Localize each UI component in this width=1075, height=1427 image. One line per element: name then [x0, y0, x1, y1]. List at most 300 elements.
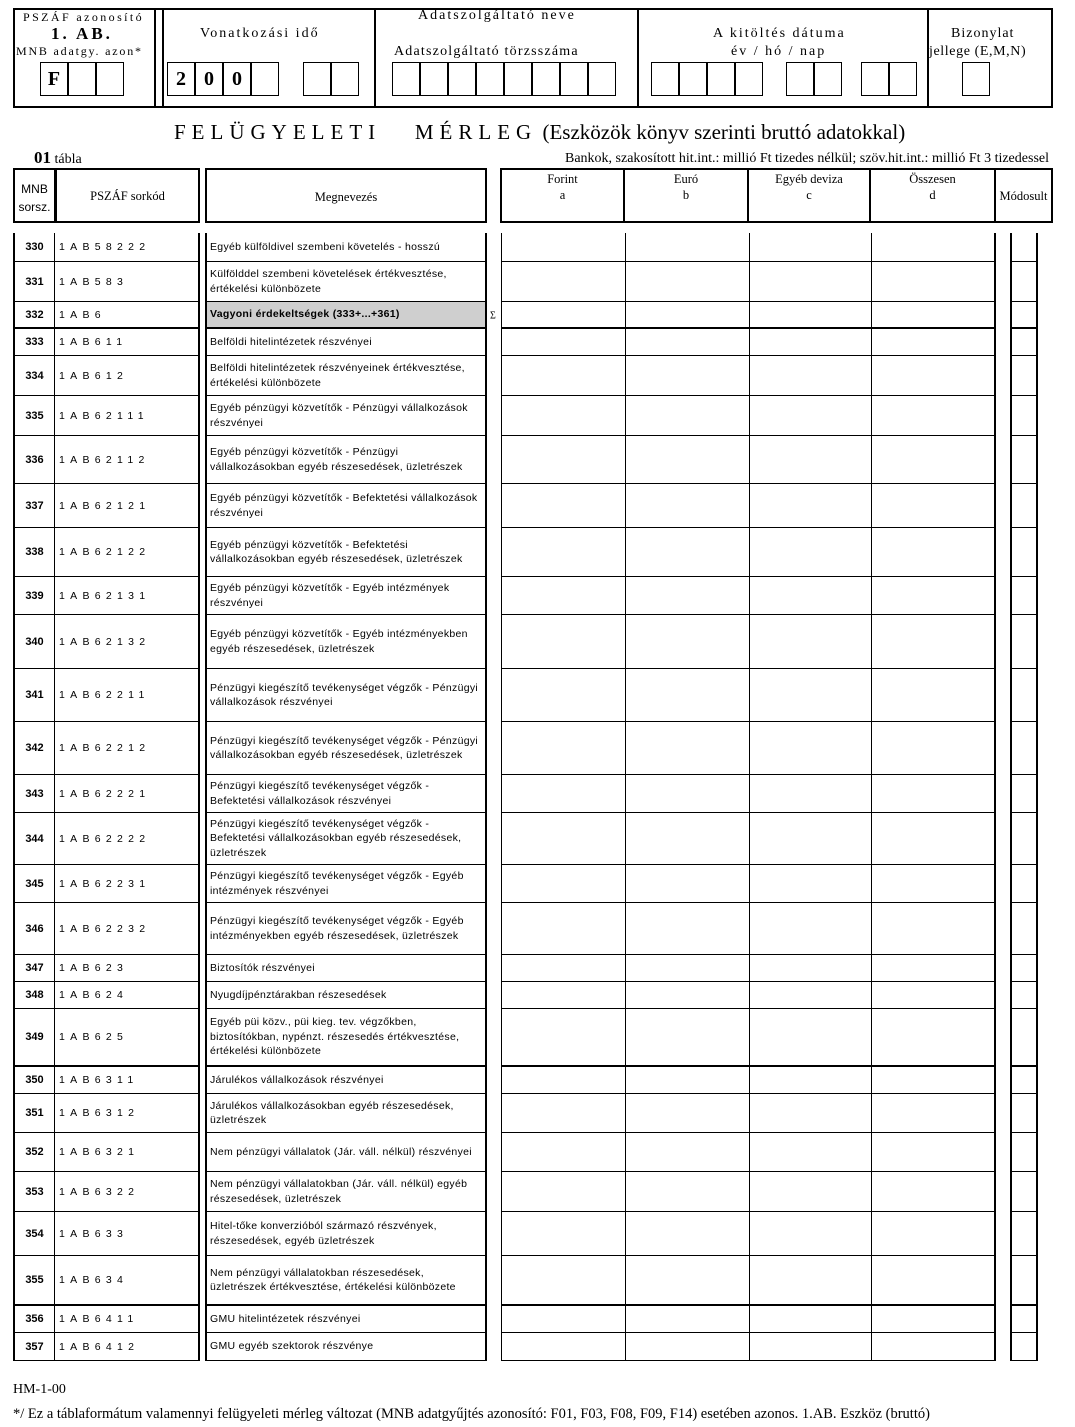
value-cell-total[interactable] — [871, 1212, 996, 1256]
value-cell-forint[interactable] — [501, 233, 625, 262]
col-header-euro — [623, 168, 749, 223]
value-cell-forint[interactable] — [501, 865, 625, 903]
table-row — [0, 302, 1075, 329]
value-cell-total[interactable] — [871, 1256, 996, 1306]
value-cell-total[interactable] — [871, 615, 996, 669]
row-code: 1AB62221 — [54, 775, 200, 813]
row-number: 345 — [13, 865, 54, 903]
row-number: 338 — [13, 528, 54, 577]
mnb-id-box-2[interactable] — [68, 62, 96, 96]
row-code: 1AB6321 — [54, 1133, 200, 1172]
row-code: 1AB62211 — [54, 669, 200, 722]
value-cell-forint[interactable] — [501, 1212, 625, 1256]
value-cell-other[interactable] — [749, 775, 871, 813]
row-name: Egyéb pénzügyi közvetítők - Pénzügyi vállalkozásokban egyéb részesedések, üzletrészek — [205, 436, 487, 484]
provider-reg-box-5[interactable] — [504, 62, 532, 96]
row-name: GMU egyéb szektorok részvénye — [205, 1333, 487, 1361]
date-day-box-2[interactable] — [889, 62, 917, 96]
title-main: FELÜGYELETI MÉRLEG — [174, 120, 538, 144]
row-code: 1AB62232 — [54, 903, 200, 955]
provider-reg-box-2[interactable] — [420, 62, 448, 96]
period-box-2[interactable]: 0 — [195, 62, 223, 96]
table-row — [0, 484, 1075, 528]
value-cell-euro[interactable] — [625, 396, 749, 436]
row-name: Vagyoni érdekeltségek (333+...+361) — [205, 302, 487, 329]
modified-cell[interactable] — [1010, 528, 1038, 577]
table-row — [0, 865, 1075, 903]
col-header-total — [869, 168, 996, 223]
table-row — [0, 722, 1075, 775]
value-cell-euro[interactable] — [625, 1133, 749, 1172]
col-header-name — [205, 168, 487, 223]
row-code: 1AB6412 — [54, 1333, 200, 1361]
table-row — [0, 1094, 1075, 1133]
doc-type-label-2: jellege (E,M,N) — [929, 44, 1027, 59]
value-cell-other[interactable] — [749, 955, 871, 982]
value-cell-other[interactable] — [749, 1009, 871, 1067]
col-header-code-label: PSZÁF sorkód — [90, 189, 165, 203]
table-row — [0, 329, 1075, 356]
pszaf-id-value: 1. AB. — [51, 24, 113, 43]
row-name: Pénzügyi kiegészítő tevékenységet végzők - Befektetési vállalkozásokban egyéb részesedések, üzletrészek — [205, 813, 487, 865]
table-row — [0, 1256, 1075, 1306]
value-cell-other[interactable] — [749, 1094, 871, 1133]
col-header-forint-label: Forint — [547, 172, 578, 186]
value-cell-forint[interactable] — [501, 1256, 625, 1306]
row-number: 356 — [13, 1306, 54, 1333]
row-code: 1AB62132 — [54, 615, 200, 669]
row-code: 1AB62222 — [54, 813, 200, 865]
row-name: Belföldi hitelintézetek részvényeinek értékvesztése, értékelési különbözete — [205, 356, 487, 396]
value-cell-other[interactable] — [749, 1306, 871, 1333]
value-cell-forint[interactable] — [501, 813, 625, 865]
modified-cell[interactable] — [1010, 1172, 1038, 1212]
row-name: Nem pénzügyi vállalatokban részesedések, üzletrészek értékvesztése, értékelési különbözete — [205, 1256, 487, 1306]
value-cell-total[interactable] — [871, 669, 996, 722]
date-month-box-1[interactable] — [786, 62, 814, 96]
mnb-id-box-3[interactable] — [96, 62, 124, 96]
table-row — [0, 233, 1075, 262]
table-number-value: 01 — [34, 148, 51, 167]
value-cell-euro[interactable] — [625, 1333, 749, 1361]
mnb-id-box-1[interactable]: F — [40, 62, 68, 96]
value-cell-euro[interactable] — [625, 528, 749, 577]
col-header-forint — [500, 168, 625, 223]
pszaf-id-label: PSZÁF azonosító — [23, 10, 145, 24]
row-name: Járulékos vállalkozások részvényei — [205, 1067, 487, 1094]
row-code: 1AB6411 — [54, 1306, 200, 1333]
col-header-euro-label: Euró — [673, 172, 699, 186]
provider-reg-box-7[interactable] — [560, 62, 588, 96]
value-cell-total[interactable] — [871, 1306, 996, 1333]
value-cell-forint[interactable] — [501, 528, 625, 577]
row-number: 354 — [13, 1212, 54, 1256]
date-day-box-1[interactable] — [861, 62, 889, 96]
table-row — [0, 982, 1075, 1009]
value-cell-euro[interactable] — [625, 865, 749, 903]
modified-cell[interactable] — [1010, 669, 1038, 722]
value-cell-total[interactable] — [871, 1172, 996, 1212]
row-name: Pénzügyi kiegészítő tevékenységet végzők - Egyéb intézmények részvényei — [205, 865, 487, 903]
value-cell-forint[interactable] — [501, 1133, 625, 1172]
modified-cell[interactable] — [1010, 1256, 1038, 1306]
value-cell-euro[interactable] — [625, 1172, 749, 1212]
value-cell-other[interactable] — [749, 484, 871, 528]
table-row — [0, 528, 1075, 577]
row-number: 343 — [13, 775, 54, 813]
row-number: 351 — [13, 1094, 54, 1133]
value-cell-other[interactable] — [749, 865, 871, 903]
col-header-forint-letter: a — [559, 188, 566, 202]
row-name: Egyéb pénzügyi közvetítők - Egyéb intézmények részvényei — [205, 577, 487, 615]
value-cell-euro[interactable] — [625, 484, 749, 528]
value-cell-other[interactable] — [749, 1256, 871, 1306]
modified-cell[interactable] — [1010, 982, 1038, 1009]
col-header-euro-letter: b — [682, 188, 690, 202]
value-cell-euro[interactable] — [625, 329, 749, 356]
value-cell-forint[interactable] — [501, 669, 625, 722]
value-cell-total[interactable] — [871, 865, 996, 903]
value-cell-total[interactable] — [871, 577, 996, 615]
value-cell-euro[interactable] — [625, 1256, 749, 1306]
row-number: 330 — [13, 233, 54, 262]
table-row — [0, 262, 1075, 302]
value-cell-total[interactable] — [871, 903, 996, 955]
date-format-label: év / hó / nap — [731, 44, 827, 59]
col-header-mnb-1: MNB — [21, 182, 48, 196]
value-cell-euro[interactable] — [625, 436, 749, 484]
provider-reg-box-8[interactable] — [588, 62, 616, 96]
row-code: 1AB62122 — [54, 528, 200, 577]
row-code: 1AB6 — [54, 302, 200, 329]
row-number: 334 — [13, 356, 54, 396]
value-cell-other[interactable] — [749, 262, 871, 302]
col-header-mod — [994, 168, 1053, 223]
row-name: Belföldi hitelintézetek részvényei — [205, 329, 487, 356]
table-row — [0, 955, 1075, 982]
value-cell-total[interactable] — [871, 1133, 996, 1172]
value-cell-other[interactable] — [749, 396, 871, 436]
value-cell-other[interactable] — [749, 1212, 871, 1256]
value-cell-other[interactable] — [749, 356, 871, 396]
row-name: Pénzügyi kiegészítő tevékenységet végzők - Pénzügyi vállalkozásokban egyéb részesedések, üzletrészek — [205, 722, 487, 775]
provider-reg-box-4[interactable] — [476, 62, 504, 96]
row-number: 336 — [13, 436, 54, 484]
value-cell-forint[interactable] — [501, 1172, 625, 1212]
row-number: 339 — [13, 577, 54, 615]
value-cell-other[interactable] — [749, 528, 871, 577]
row-code: 1AB634 — [54, 1256, 200, 1306]
value-cell-other[interactable] — [749, 233, 871, 262]
mnb-id-label: MNB adatgy. azon* — [16, 44, 143, 58]
provider-reg-box-6[interactable] — [532, 62, 560, 96]
modified-cell[interactable] — [1010, 1333, 1038, 1361]
row-number: 350 — [13, 1067, 54, 1094]
value-cell-euro[interactable] — [625, 356, 749, 396]
modified-cell[interactable] — [1010, 436, 1038, 484]
modified-cell[interactable] — [1010, 865, 1038, 903]
date-year-box-4[interactable] — [735, 62, 763, 96]
row-number: 346 — [13, 903, 54, 955]
row-name: Egyéb külföldivel szembeni követelés - hosszú — [205, 233, 487, 262]
modified-cell[interactable] — [1010, 356, 1038, 396]
row-name: Pénzügyi kiegészítő tevékenységet végzők - Befektetési vállalkozások részvényei — [205, 775, 487, 813]
date-year-box-2[interactable] — [679, 62, 707, 96]
modified-cell[interactable] — [1010, 1009, 1038, 1067]
period-box-1[interactable]: 2 — [167, 62, 195, 96]
value-cell-forint[interactable] — [501, 722, 625, 775]
value-cell-euro[interactable] — [625, 775, 749, 813]
value-cell-other[interactable] — [749, 1333, 871, 1361]
value-cell-forint[interactable] — [501, 484, 625, 528]
value-cell-forint[interactable] — [501, 1333, 625, 1361]
provider-reg-box-3[interactable] — [448, 62, 476, 96]
value-cell-total[interactable] — [871, 528, 996, 577]
table-row — [0, 1133, 1075, 1172]
row-code: 1AB58222 — [54, 233, 200, 262]
provider-reg-label: Adatszolgáltató törzsszáma — [394, 44, 579, 59]
row-code: 1AB62131 — [54, 577, 200, 615]
date-month-box-2[interactable] — [814, 62, 842, 96]
title-subtitle: (Eszközök könyv szerinti bruttó adatokkal) — [537, 120, 906, 144]
row-name: Nem pénzügyi vállalatok (Jár. váll. nélkül) részvényei — [205, 1133, 487, 1172]
row-number: 342 — [13, 722, 54, 775]
value-cell-euro[interactable] — [625, 903, 749, 955]
value-cell-euro[interactable] — [625, 615, 749, 669]
col-header-code — [56, 168, 200, 223]
date-label: A kitöltés dátuma — [713, 26, 846, 41]
value-cell-other[interactable] — [749, 813, 871, 865]
row-code: 1AB62112 — [54, 436, 200, 484]
modified-cell[interactable] — [1010, 484, 1038, 528]
col-header-other — [747, 168, 871, 223]
row-number: 344 — [13, 813, 54, 865]
value-cell-total[interactable] — [871, 813, 996, 865]
row-name: Egyéb püi közv., püi kieg. tev. végzőkben, biztosítókban, nypénzt. részesedés értékvesztése, értékelési különbözete — [205, 1009, 487, 1067]
row-number: 335 — [13, 396, 54, 436]
value-cell-forint[interactable] — [501, 262, 625, 302]
value-cell-euro[interactable] — [625, 1009, 749, 1067]
value-cell-euro[interactable] — [625, 1212, 749, 1256]
row-name: Külfölddel szembeni követelések értékvesztése, értékelési különbözete — [205, 262, 487, 302]
value-cell-total[interactable] — [871, 262, 996, 302]
value-cell-total[interactable] — [871, 396, 996, 436]
row-name: Pénzügyi kiegészítő tevékenységet végzők - Egyéb intézményekben egyéb részesedések, üzletrészek — [205, 903, 487, 955]
modified-cell[interactable] — [1010, 722, 1038, 775]
col-header-total-label: Összesen — [909, 172, 956, 186]
row-code: 1AB62212 — [54, 722, 200, 775]
row-code: 1AB612 — [54, 356, 200, 396]
modified-cell[interactable] — [1010, 577, 1038, 615]
modified-cell[interactable] — [1010, 329, 1038, 356]
row-code: 1AB583 — [54, 262, 200, 302]
row-number: 353 — [13, 1172, 54, 1212]
value-cell-other[interactable] — [749, 329, 871, 356]
value-cell-euro[interactable] — [625, 955, 749, 982]
row-number: 340 — [13, 615, 54, 669]
units-note: Bankok, szakosított hit.int.: millió Ft tizedes nélkül; szöv.hit.int.: millió Ft 3 tizedessel — [564, 151, 1049, 166]
modified-cell[interactable] — [1010, 775, 1038, 813]
period-box-6[interactable] — [331, 62, 359, 96]
value-cell-total[interactable] — [871, 484, 996, 528]
row-name: Járulékos vállalkozásokban egyéb részesedések, üzletrészek — [205, 1094, 487, 1133]
value-cell-euro[interactable] — [625, 262, 749, 302]
modified-cell[interactable] — [1010, 1212, 1038, 1256]
value-cell-total[interactable] — [871, 302, 996, 329]
row-name: Egyéb pénzügyi közvetítők - Egyéb intézményekben egyéb részesedések, üzletrészek — [205, 615, 487, 669]
value-cell-forint[interactable] — [501, 775, 625, 813]
date-year-box-1[interactable] — [651, 62, 679, 96]
value-cell-total[interactable] — [871, 1094, 996, 1133]
table-row — [0, 577, 1075, 615]
period-box-5[interactable] — [303, 62, 331, 96]
period-box-4[interactable] — [251, 62, 279, 96]
value-cell-forint[interactable] — [501, 955, 625, 982]
date-year-box-3[interactable] — [707, 62, 735, 96]
value-cell-total[interactable] — [871, 1067, 996, 1094]
row-name: Hitel-tőke konverzióból származó részvények, részesedések, egyéb üzletrészek — [205, 1212, 487, 1256]
modified-cell[interactable] — [1010, 262, 1038, 302]
value-cell-euro[interactable] — [625, 982, 749, 1009]
value-cell-euro[interactable] — [625, 722, 749, 775]
value-cell-total[interactable] — [871, 356, 996, 396]
period-label: Vonatkozási idő — [200, 26, 320, 41]
value-cell-euro[interactable] — [625, 302, 749, 329]
value-cell-forint[interactable] — [501, 577, 625, 615]
modified-cell[interactable] — [1010, 302, 1038, 329]
value-cell-euro[interactable] — [625, 813, 749, 865]
modified-cell[interactable] — [1010, 1133, 1038, 1172]
value-cell-total[interactable] — [871, 982, 996, 1009]
value-cell-forint[interactable] — [501, 903, 625, 955]
col-header-mnb-2: sorsz. — [18, 200, 51, 214]
value-cell-forint[interactable] — [501, 329, 625, 356]
value-cell-forint[interactable] — [501, 1067, 625, 1094]
value-cell-total[interactable] — [871, 955, 996, 982]
value-cell-total[interactable] — [871, 775, 996, 813]
value-cell-other[interactable] — [749, 577, 871, 615]
value-cell-euro[interactable] — [625, 669, 749, 722]
row-code: 1AB62231 — [54, 865, 200, 903]
table-row — [0, 396, 1075, 436]
row-code: 1AB625 — [54, 1009, 200, 1067]
value-cell-other[interactable] — [749, 722, 871, 775]
table-row — [0, 356, 1075, 396]
modified-cell[interactable] — [1010, 1306, 1038, 1333]
value-cell-forint[interactable] — [501, 356, 625, 396]
row-number: 357 — [13, 1333, 54, 1361]
row-name: Egyéb pénzügyi közvetítők - Befektetési vállalkozások részvényei — [205, 484, 487, 528]
value-cell-forint[interactable] — [501, 1094, 625, 1133]
col-header-mod-label: Módosult — [999, 189, 1048, 203]
col-header-name-label: Megnevezés — [314, 190, 378, 204]
value-cell-total[interactable] — [871, 436, 996, 484]
provider-name-label: Adatszolgáltató neve — [418, 8, 576, 23]
value-cell-other[interactable] — [749, 669, 871, 722]
row-name: GMU hitelintézetek részvényei — [205, 1306, 487, 1333]
value-cell-euro[interactable] — [625, 1306, 749, 1333]
modified-cell[interactable] — [1010, 955, 1038, 982]
col-header-other-label: Egyéb deviza — [775, 172, 843, 186]
table-row — [0, 1067, 1075, 1094]
table-row — [0, 775, 1075, 813]
row-code: 1AB611 — [54, 329, 200, 356]
provider-reg-box-1[interactable] — [392, 62, 420, 96]
col-header-mnb — [13, 168, 56, 223]
value-cell-forint[interactable] — [501, 396, 625, 436]
value-cell-forint[interactable] — [501, 1306, 625, 1333]
table-row — [0, 1333, 1075, 1361]
table-row — [0, 903, 1075, 955]
value-cell-other[interactable] — [749, 615, 871, 669]
value-cell-euro[interactable] — [625, 1067, 749, 1094]
row-name: Nem pénzügyi vállalatokban (Jár. váll. nélkül) egyéb részesedések, üzletrészek — [205, 1172, 487, 1212]
period-box-3[interactable]: 0 — [223, 62, 251, 96]
row-number: 348 — [13, 982, 54, 1009]
value-cell-other[interactable] — [749, 1172, 871, 1212]
value-cell-forint[interactable] — [501, 982, 625, 1009]
row-code: 1AB6311 — [54, 1067, 200, 1094]
row-name: Biztosítók részvényei — [205, 955, 487, 982]
row-code: 1AB624 — [54, 982, 200, 1009]
row-number: 347 — [13, 955, 54, 982]
value-cell-forint[interactable] — [501, 436, 625, 484]
value-cell-total[interactable] — [871, 1009, 996, 1067]
row-code: 1AB633 — [54, 1212, 200, 1256]
col-header-other-letter: c — [806, 188, 812, 202]
table-row — [0, 436, 1075, 484]
doc-type-box[interactable] — [962, 62, 990, 96]
row-code: 1AB62121 — [54, 484, 200, 528]
value-cell-other[interactable] — [749, 1133, 871, 1172]
row-number: 333 — [13, 329, 54, 356]
value-cell-forint[interactable] — [501, 615, 625, 669]
value-cell-euro[interactable] — [625, 577, 749, 615]
value-cell-other[interactable] — [749, 1067, 871, 1094]
value-cell-other[interactable] — [749, 982, 871, 1009]
table-number-word: tábla — [54, 152, 82, 167]
modified-cell[interactable] — [1010, 1067, 1038, 1094]
modified-cell[interactable] — [1010, 1094, 1038, 1133]
modified-cell[interactable] — [1010, 233, 1038, 262]
value-cell-total[interactable] — [871, 722, 996, 775]
row-code: 1AB6322 — [54, 1172, 200, 1212]
table-row — [0, 1306, 1075, 1333]
value-cell-total[interactable] — [871, 233, 996, 262]
row-code: 1AB62111 — [54, 396, 200, 436]
modified-cell[interactable] — [1010, 903, 1038, 955]
value-cell-forint[interactable] — [501, 1009, 625, 1067]
value-cell-euro[interactable] — [625, 1094, 749, 1133]
table-row — [0, 669, 1075, 722]
row-number: 337 — [13, 484, 54, 528]
value-cell-other[interactable] — [749, 903, 871, 955]
value-cell-other[interactable] — [749, 436, 871, 484]
value-cell-forint[interactable] — [501, 302, 625, 329]
doc-type-cell — [929, 8, 1053, 108]
row-name: Pénzügyi kiegészítő tevékenységet végzők - Pénzügyi vállalkozások részvényei — [205, 669, 487, 722]
row-name: Nyugdíjpénztárakban részesedések — [205, 982, 487, 1009]
value-cell-euro[interactable] — [625, 233, 749, 262]
modified-cell[interactable] — [1010, 396, 1038, 436]
value-cell-total[interactable] — [871, 1333, 996, 1361]
row-number: 331 — [13, 262, 54, 302]
modified-cell[interactable] — [1010, 615, 1038, 669]
value-cell-other[interactable] — [749, 302, 871, 329]
table-row — [0, 1212, 1075, 1256]
value-cell-total[interactable] — [871, 329, 996, 356]
modified-cell[interactable] — [1010, 813, 1038, 865]
